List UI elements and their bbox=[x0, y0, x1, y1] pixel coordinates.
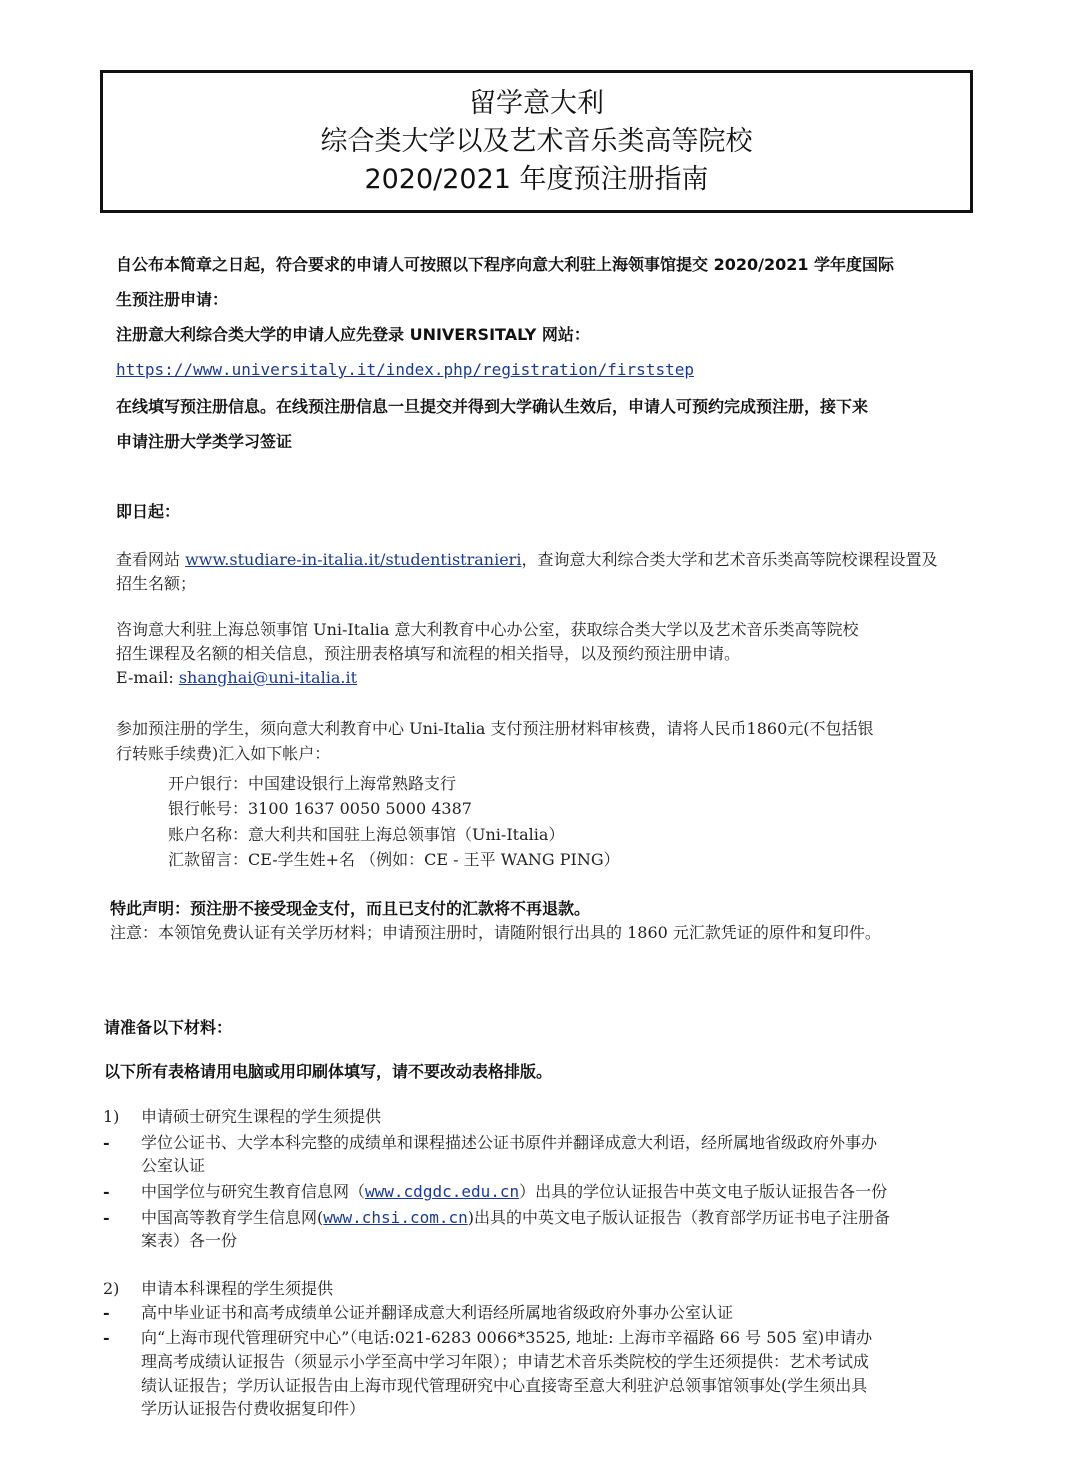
section-1-title: 申请硕士研究生课程的学生须提供 bbox=[141, 1107, 382, 1126]
account-number: 银行帐号：3100 1637 0050 5000 4387 bbox=[168, 799, 472, 818]
section-2-item-2-line-2: 理高考成绩认证报告（须显示小学至高中学习年限）；申请艺术音乐类院校的学生还须提供：艺术考试成 bbox=[141, 1352, 870, 1371]
section-2-item-2-line-1: 向“上海市现代管理研究中心”（电话:021-6283 0066*3525, 地址: 上海市辛福路 66 号 505 室)申请办 bbox=[141, 1328, 873, 1347]
studiare-link[interactable]: www.studiare-in-italia.it/studentistranieri bbox=[185, 550, 522, 569]
visit-prefix: 查看网站 bbox=[116, 550, 186, 569]
section-1-item-3-line-2: 案表）各一份 bbox=[141, 1231, 238, 1250]
section-1-item-3-line-1 bbox=[141, 1207, 890, 1229]
section-1-item-1-line-1: 学位公证书、大学本科完整的成绩单和课程描述公证书原件并翻译成意大利语，经所属地省级政府外事办 bbox=[141, 1133, 878, 1152]
payment-line-2: 行转账手续费)汇入如下帐户： bbox=[116, 744, 331, 763]
cdgdc-link[interactable]: www.cdgdc.edu.cn bbox=[365, 1182, 520, 1201]
chsi-link[interactable]: www.chsi.com.cn bbox=[323, 1208, 468, 1227]
intro-paragraph-1-line-2: 生预注册申请： bbox=[116, 290, 229, 309]
bullet-2-2: - bbox=[103, 1328, 110, 1347]
note: 注意：本领馆免费认证有关学历材料；申请预注册时，请随附银行出具的 1860 元汇款凭证的原件和复印件。 bbox=[110, 923, 881, 942]
visit-suffix: ，查询意大利综合类大学和艺术音乐类高等院校课程设置及 bbox=[521, 550, 938, 569]
bullet-1-2: - bbox=[103, 1182, 110, 1201]
visit-line-1 bbox=[116, 549, 937, 571]
intro-paragraph-3-line-1: 在线填写预注册信息。在线预注册信息一旦提交并得到大学确认生效后，申请人可预约完成预注册，接下来 bbox=[116, 397, 869, 416]
from-today-heading: 即日起： bbox=[116, 502, 181, 521]
consult-line-1: 咨询意大利驻上海总领事馆 Uni-Italia 意大利教育中心办公室，获取综合类大学以及艺术音乐类高等院校 bbox=[116, 620, 859, 639]
universitaly-link[interactable]: https://www.universitaly.it/index.php/registration/firststep bbox=[116, 360, 694, 379]
bullet-2-1: - bbox=[103, 1303, 110, 1322]
item-3-suffix: )出具的中英文电子版认证报告（教育部学历证书电子注册备 bbox=[467, 1208, 890, 1227]
section-1-item-2 bbox=[141, 1181, 887, 1203]
title-line-2: 综合类大学以及艺术音乐类高等院校 bbox=[320, 125, 753, 157]
item-2-suffix: ）出具的学位认证报告中英文电子版认证报告各一份 bbox=[519, 1182, 888, 1201]
transfer-remark: 汇款留言：CE-学生姓+名 （例如：CE - 王平 WANG PING） bbox=[168, 850, 620, 869]
section-2-number: 2) bbox=[103, 1279, 120, 1298]
section-2-item-2-line-4: 学历认证报告付费收据复印件） bbox=[141, 1399, 366, 1418]
bullet-1-1: - bbox=[103, 1133, 110, 1152]
intro-paragraph-3-line-2: 申请注册大学类学习签证 bbox=[116, 432, 293, 451]
title-line-1: 留学意大利 bbox=[469, 87, 604, 119]
email-label: E-mail: bbox=[116, 668, 179, 687]
section-2-item-1: 高中毕业证书和高考成绩单公证并翻译成意大利语经所属地省级政府外事办公室认证 bbox=[141, 1303, 734, 1322]
consult-line-2: 招生课程及名额的相关信息，预注册表格填写和流程的相关指导，以及预约预注册申请。 bbox=[116, 644, 741, 663]
section-1-number: 1) bbox=[103, 1107, 120, 1126]
bullet-1-3: - bbox=[103, 1208, 110, 1227]
section-2-item-2-line-3: 绩认证报告；学历认证报告由上海市现代管理研究中心直接寄至意大利驻沪总领事馆领事处(学生须出具 bbox=[141, 1376, 868, 1395]
email-line bbox=[116, 667, 357, 689]
payment-line-1: 参加预注册的学生，须向意大利教育中心 Uni-Italia 支付预注册材料审核费，请将人民币1860元(不包括银 bbox=[116, 719, 874, 738]
intro-paragraph-2: 注册意大利综合类大学的申请人应先登录 UNIVERSITALY 网站： bbox=[116, 325, 590, 344]
item-2-prefix: 中国学位与研究生教育信息网（ bbox=[141, 1182, 366, 1201]
visit-line-2: 招生名额； bbox=[116, 574, 197, 593]
item-3-prefix: 中国高等教育学生信息网( bbox=[141, 1208, 324, 1227]
bank-name: 开户银行：中国建设银行上海常熟路支行 bbox=[168, 774, 457, 793]
section-1-item-1-line-2: 公室认证 bbox=[141, 1156, 206, 1175]
title-box bbox=[100, 70, 973, 213]
email-link[interactable]: shanghai@uni-italia.it bbox=[178, 668, 357, 687]
declaration: 特此声明：预注册不接受现金支付，而且已支付的汇款将不再退款。 bbox=[110, 899, 591, 918]
materials-subheading: 以下所有表格请用电脑或用印刷体填写，请不要改动表格排版。 bbox=[104, 1062, 553, 1081]
section-2-title: 申请本科课程的学生须提供 bbox=[141, 1279, 334, 1298]
title-line-3: 2020/2021 年度预注册指南 bbox=[364, 163, 709, 195]
intro-paragraph-1-line-1: 自公布本简章之日起，符合要求的申请人可按照以下程序向意大利驻上海领事馆提交 2020/2021 学年度国际 bbox=[116, 255, 895, 274]
account-name: 账户名称：意大利共和国驻上海总领事馆（Uni-Italia） bbox=[168, 825, 565, 844]
materials-heading: 请准备以下材料： bbox=[104, 1018, 233, 1037]
